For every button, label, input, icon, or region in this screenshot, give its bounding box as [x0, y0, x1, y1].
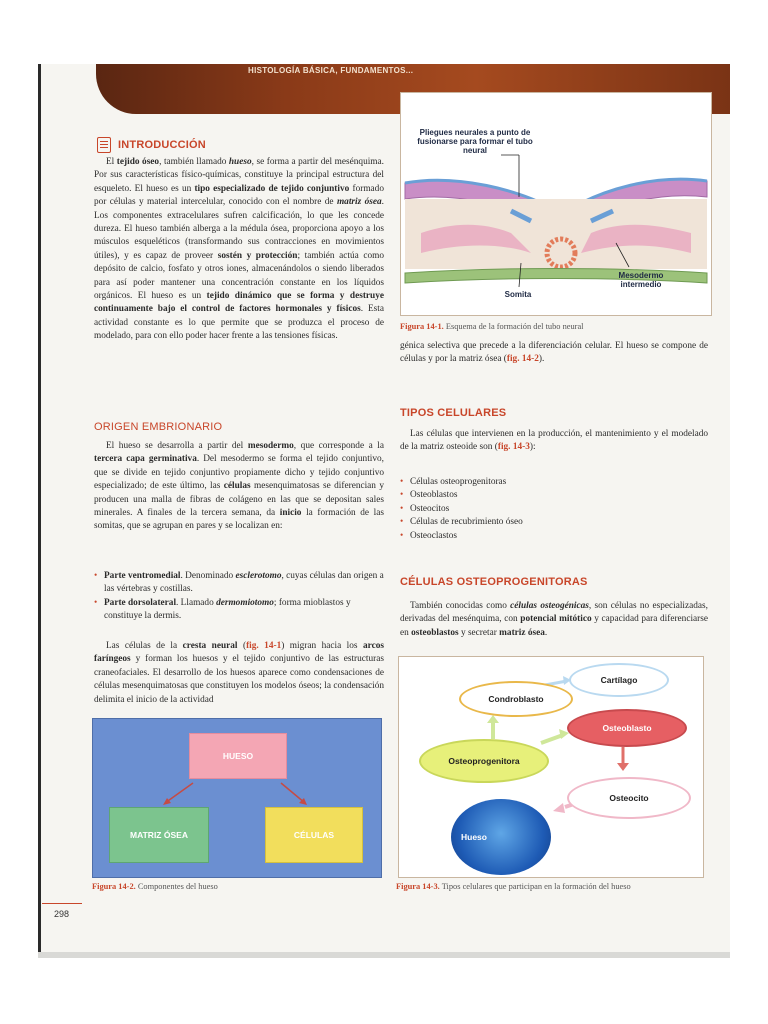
- continuation-paragraph: génica selectiva que precede a la diferenciación celular. El hueso se compone de células y por la matriz ósea (fig. 14-2).: [400, 341, 708, 365]
- cell-type-item: • Osteoclastos: [400, 530, 708, 543]
- somite-part-item: • Parte ventromedial. Denominado esclerotomo, cuyas células dan origen a las vértebras y costillas.: [94, 570, 384, 597]
- fig1-caption-text: Esquema de la formación del tubo neural: [445, 322, 584, 331]
- fig3-caption: [396, 882, 631, 891]
- fig3-caption-number: Figura 14-3.: [396, 882, 440, 891]
- fig-14-2: [92, 718, 382, 878]
- node-hueso: HUESO: [189, 733, 287, 779]
- tipos-paragraph: Las células que intervienen en la producción, el mantenimiento y el modelado de la matriz osteoide son (fig. 14-3):: [400, 429, 708, 453]
- page-number: 298: [54, 909, 70, 919]
- cell-type-item: • Células de recubrimiento óseo: [400, 516, 708, 529]
- running-title: HISTOLOGÍA BÁSICA, FUNDAMENTOS...: [248, 66, 414, 75]
- fig-14-3: [398, 656, 704, 878]
- page-bottom-shadow: [38, 952, 730, 958]
- cell-type-item: • Células osteoprogenitoras: [400, 476, 708, 489]
- somite-parts-list: [94, 570, 384, 624]
- fig2-caption-number: Figura 14-2.: [92, 882, 136, 891]
- osteo-paragraph: También conocidas como células osteogénicas, son células no especializadas, derivadas del mesénquima, con potencial mitótico y capacidad para diferenciarse en osteoblastos y secretar matriz ósea.: [400, 601, 708, 638]
- node-celulas: CÉLULAS: [265, 807, 363, 863]
- node-cartilago: Cartílago: [569, 663, 669, 697]
- node-osteocito: Osteocito: [567, 777, 691, 819]
- book-icon: [97, 137, 111, 153]
- tipos-title: TIPOS CELULARES: [400, 407, 507, 419]
- origen-paragraph: El hueso se desarrolla a partir del mesodermo, que corresponde a la tercera capa germinativa. Del mesodermo se forma el tejido conjuntivo, que se divide en tejido conjuntivo propiamente dicho y tejido conjuntivo especializado; de este último, las células mesenquimatosas se diferencian y producen una malla de fibras de colágeno en las que se depositan sales minerales. A finales de la tercera semana, da inicio la formación de las somitas, que se agrupan en pares y se localizan en:: [94, 441, 385, 532]
- label-mesodermo-intermedio: Mesodermo intermedio: [618, 271, 664, 289]
- node-osteoprogenitora: Osteoprogenitora: [419, 739, 549, 783]
- somite-part-item: • Parte dorsolateral. Llamado dermomiotomo; forma mioblastos y constituye la dermis.: [94, 597, 384, 624]
- cell-types-list: [400, 476, 708, 543]
- intro-paragraph: El tejido óseo, también llamado hueso, se forma a partir del mesénquima. Por sus características físico-químicas, constituye la principal estructura del esqueleto. El hueso es un tipo especializado de tejido conjuntivo formado por células y material intercelular, conocido con el nombre de matriz ósea. Los componentes extracelulares sufren calcificación, lo que les concede dureza. El hueso también alberga a la médula ósea, proporciona apoyo a los músculos esqueléticos (transformando sus contracciones en movimientos útiles), y es capaz de proveer sostén y protección; también actúa como depósito de calcio, fosfato y otros iones, almacenándolos o siendo liberados para así poder mantener una concentración constante en los líquidos orgánicos. El hueso es un tejido dinámico que se forma y destruye continuamente bajo el control de factores hormonales y físicos. Esta actividad constante es lo que permite que se produzca el proceso de modelado, para con ello poder hacer frente a las tensiones físicas.: [94, 157, 385, 342]
- cresta-neural-paragraph: Las células de la cresta neural (fig. 14-1) migran hacia los arcos faríngeos y forman los huesos y el tejido conjuntivo de las estructuras craneofaciales. El desarrollo de los huesos aparece como condensaciones de células mesenquimatosas que constituyen los modelos óseos; la condensación delimita el inicio de la actividad: [94, 641, 385, 705]
- node-condroblasto: Condroblasto: [459, 681, 573, 717]
- label-pliegues-neurales: Pliegues neurales a punto de fusionarse para formar el tubo neural: [417, 127, 533, 155]
- node-matriz-osea: MATRIZ ÓSEA: [109, 807, 209, 863]
- fig-14-1: [400, 92, 712, 316]
- fig1-caption: [400, 322, 584, 331]
- fig2-caption-text: Componentes del hueso: [137, 882, 218, 891]
- page-binding-edge: [38, 64, 41, 956]
- intro-title: INTRODUCCIÓN: [118, 139, 206, 151]
- cell-type-item: • Osteoblastos: [400, 489, 708, 502]
- origen-title: ORIGEN EMBRIONARIO: [94, 421, 223, 433]
- page-number-rule: [42, 903, 82, 904]
- node-osteoblasto: Osteoblasto: [567, 709, 687, 747]
- fig3-caption-text: Tipos celulares que participan en la formación del hueso: [441, 882, 631, 891]
- node-hueso-image: Hueso: [451, 799, 551, 875]
- cell-type-item: • Osteocitos: [400, 503, 708, 516]
- fig2-caption: [92, 882, 218, 891]
- osteo-title: CÉLULAS OSTEOPROGENITORAS: [400, 576, 588, 588]
- fig2-arrows: [93, 719, 381, 877]
- fig1-caption-number: Figura 14-1.: [400, 322, 444, 331]
- label-somita: Somita: [504, 289, 532, 299]
